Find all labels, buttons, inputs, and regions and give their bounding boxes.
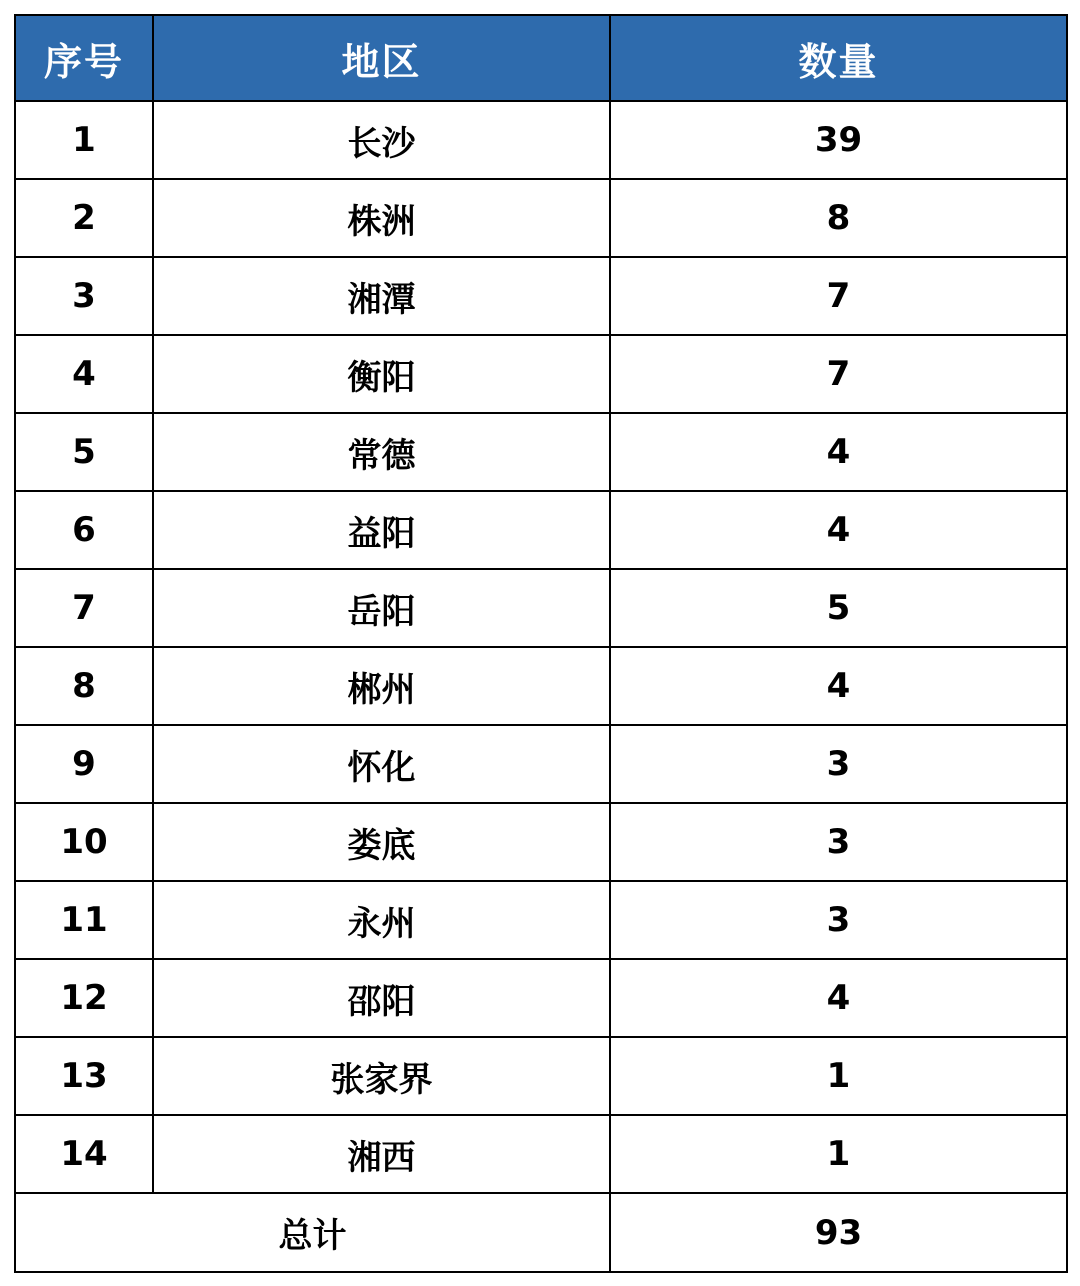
table-header bbox=[15, 15, 1067, 101]
table-row bbox=[15, 881, 1067, 959]
cell-region: 长沙 bbox=[153, 101, 610, 179]
cell-region: 娄底 bbox=[153, 803, 610, 881]
cell-region: 湘潭 bbox=[153, 257, 610, 335]
cell-count: 4 bbox=[610, 647, 1067, 725]
table-row bbox=[15, 179, 1067, 257]
cell-region: 衡阳 bbox=[153, 335, 610, 413]
table-row bbox=[15, 1115, 1067, 1193]
cell-region: 怀化 bbox=[153, 725, 610, 803]
cell-count: 7 bbox=[610, 335, 1067, 413]
cell-region: 常德 bbox=[153, 413, 610, 491]
cell-region: 郴州 bbox=[153, 647, 610, 725]
total-row bbox=[15, 1193, 1067, 1272]
table-row bbox=[15, 413, 1067, 491]
cell-count: 5 bbox=[610, 569, 1067, 647]
cell-index: 6 bbox=[15, 491, 153, 569]
cell-region: 岳阳 bbox=[153, 569, 610, 647]
table-row bbox=[15, 803, 1067, 881]
cell-count: 3 bbox=[610, 803, 1067, 881]
region-count-table bbox=[14, 14, 1068, 1273]
cell-count: 7 bbox=[610, 257, 1067, 335]
cell-count: 39 bbox=[610, 101, 1067, 179]
table-body bbox=[15, 101, 1067, 1272]
cell-index: 5 bbox=[15, 413, 153, 491]
table-row bbox=[15, 1037, 1067, 1115]
cell-index: 1 bbox=[15, 101, 153, 179]
cell-index: 14 bbox=[15, 1115, 153, 1193]
cell-count: 1 bbox=[610, 1115, 1067, 1193]
cell-index: 7 bbox=[15, 569, 153, 647]
header-row bbox=[15, 15, 1067, 101]
header-index: 序号 bbox=[15, 15, 153, 101]
cell-count: 3 bbox=[610, 881, 1067, 959]
cell-index: 13 bbox=[15, 1037, 153, 1115]
header-region: 地区 bbox=[153, 15, 610, 101]
table-row bbox=[15, 647, 1067, 725]
cell-index: 10 bbox=[15, 803, 153, 881]
total-count: 93 bbox=[610, 1193, 1067, 1272]
cell-index: 9 bbox=[15, 725, 153, 803]
header-count: 数量 bbox=[610, 15, 1067, 101]
table-row bbox=[15, 959, 1067, 1037]
cell-region: 株洲 bbox=[153, 179, 610, 257]
cell-count: 1 bbox=[610, 1037, 1067, 1115]
total-label: 总计 bbox=[15, 1193, 610, 1272]
cell-index: 3 bbox=[15, 257, 153, 335]
table-row bbox=[15, 725, 1067, 803]
cell-count: 3 bbox=[610, 725, 1067, 803]
cell-region: 益阳 bbox=[153, 491, 610, 569]
cell-region: 张家界 bbox=[153, 1037, 610, 1115]
table-row bbox=[15, 335, 1067, 413]
cell-index: 4 bbox=[15, 335, 153, 413]
cell-index: 11 bbox=[15, 881, 153, 959]
cell-count: 4 bbox=[610, 491, 1067, 569]
cell-index: 2 bbox=[15, 179, 153, 257]
table-row bbox=[15, 569, 1067, 647]
table-row bbox=[15, 491, 1067, 569]
cell-index: 8 bbox=[15, 647, 153, 725]
cell-count: 4 bbox=[610, 959, 1067, 1037]
cell-count: 8 bbox=[610, 179, 1067, 257]
table-row bbox=[15, 257, 1067, 335]
cell-region: 永州 bbox=[153, 881, 610, 959]
cell-index: 12 bbox=[15, 959, 153, 1037]
cell-count: 4 bbox=[610, 413, 1067, 491]
table-row bbox=[15, 101, 1067, 179]
cell-region: 邵阳 bbox=[153, 959, 610, 1037]
cell-region: 湘西 bbox=[153, 1115, 610, 1193]
